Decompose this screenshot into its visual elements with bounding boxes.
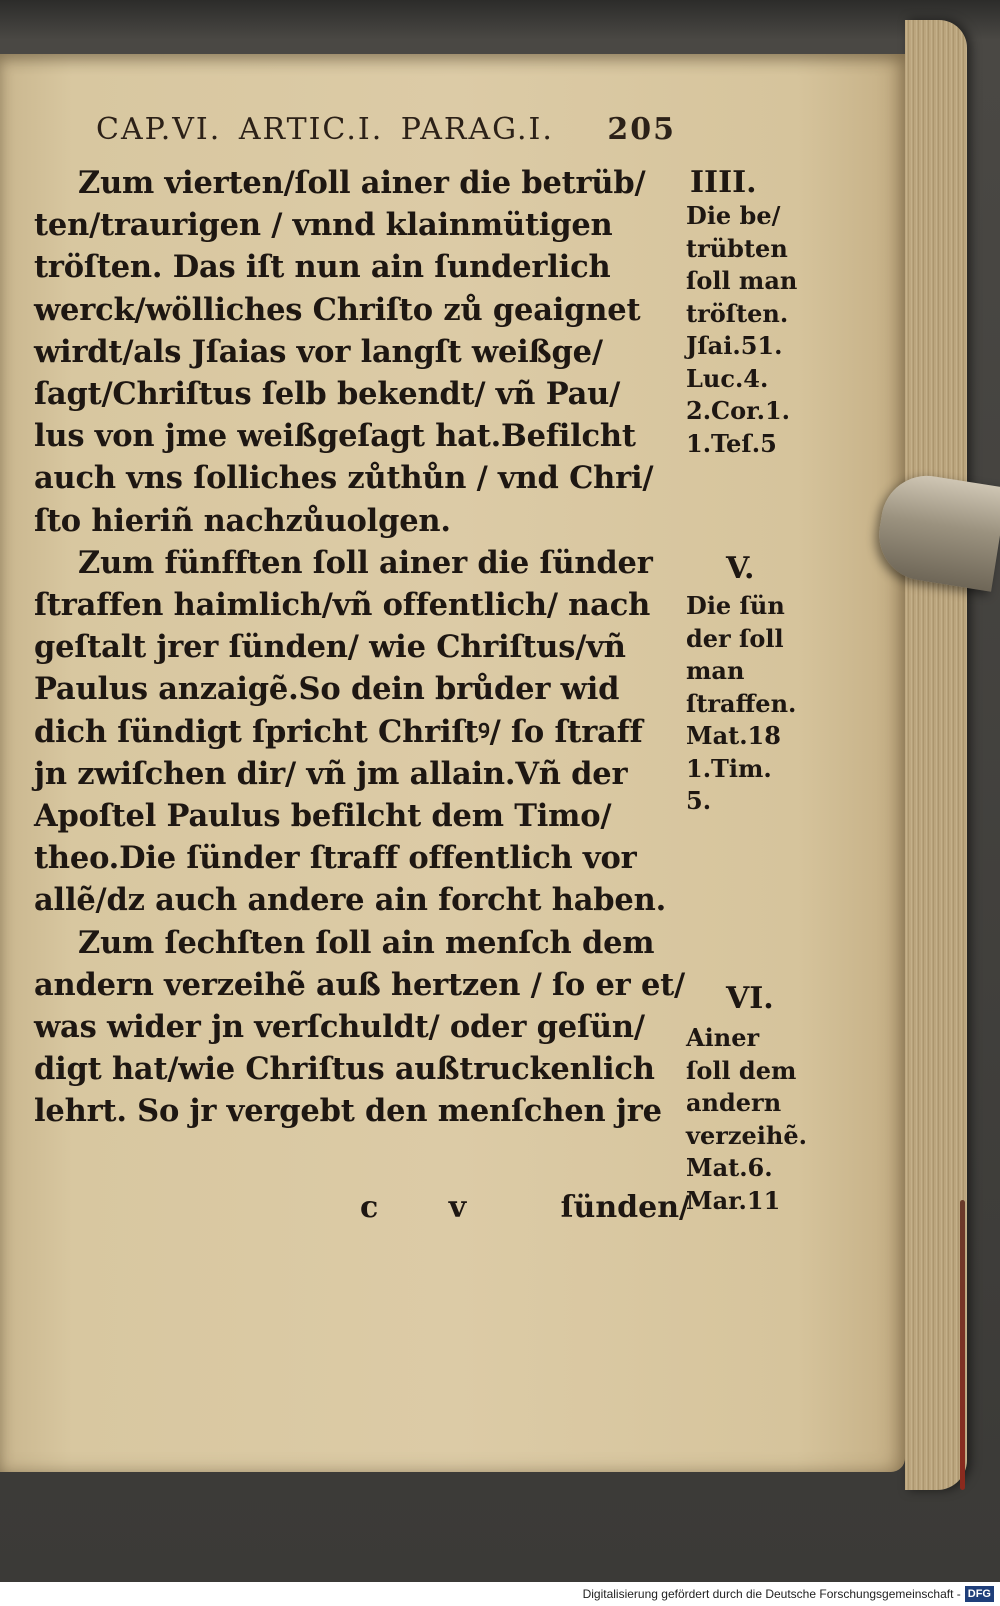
marginal-number: IIII. [690, 165, 757, 200]
text-line: digt hat/wie Chriſtus außtruckenlich [34, 1051, 655, 1088]
marginal-line: Ainer [686, 1023, 760, 1052]
page-edge-tint [960, 1200, 965, 1490]
marginal-line: Mat.18 [686, 721, 781, 750]
text-line: wirdt/als Jſaias vor langſt weißge/ [34, 333, 603, 370]
text-line: Apoſtel Paulus befilcht dem Timo/ [34, 798, 612, 835]
marginal-line: Mar.11 [686, 1185, 781, 1215]
paragraph-6 [34, 922, 685, 1133]
digitization-footer [0, 1582, 1000, 1606]
marginal-line: verzeihẽ. [686, 1120, 807, 1150]
marginal-line: Die be/ [686, 201, 781, 230]
marginal-line: 2.Cor.1. [686, 396, 791, 425]
text-line: ſagt/Chriſtus ſelb bekendt/ vñ Pau/ [34, 376, 621, 413]
marginal-line: 1.Tim. [686, 753, 772, 783]
marginal-note-6 [722, 982, 852, 1016]
text-line: andern verzeihẽ auß hertzen / ſo er et/ [34, 966, 685, 1003]
marginal-line: trübten [686, 233, 788, 263]
text-line: lus von jme weißgeſagt hat.Befilcht [34, 418, 636, 455]
dfg-logo: DFG [965, 1586, 994, 1602]
marginal-note-4 [686, 166, 816, 460]
marginal-line: der ſoll [686, 623, 784, 653]
text-line: Zum fünfften ſoll ainer die ſünder [78, 544, 653, 581]
text-line: allẽ/dz auch andere ain forcht haben. [34, 882, 666, 919]
paragraph-4 [34, 162, 682, 542]
text-line: jn zwiſchen dir/ vñ jm allain.Vñ der [34, 755, 628, 792]
page-edges [905, 20, 967, 1490]
text-line: dich ſündigt ſpricht Chriſtꝰ/ ſo ſtraff [34, 713, 643, 750]
marginal-line: ſoll dem [686, 1055, 797, 1085]
marginal-line: Jſai.51. [686, 331, 783, 360]
text-line: auch vns ſolliches zůthůn / vnd Chri/ [34, 460, 654, 497]
text-line: werck/wölliches Chriſto zů geaignet [34, 291, 641, 328]
text-line: ſto hieriñ nachzůuolgen. [34, 502, 451, 539]
marginal-line: ſoll man [686, 266, 798, 295]
signature-mark: c v [360, 1190, 497, 1225]
catchline [360, 1190, 690, 1225]
paragraph-5 [34, 542, 682, 922]
text-line: ſtraffen haimlich/vñ offentlich/ nach [34, 587, 651, 624]
marginal-line: tröſten. [686, 298, 789, 328]
marginal-line: 5. [686, 786, 712, 815]
footer-credit: Digitalisierung gefördert durch die Deutsche Forschungsgemeinschaft - [582, 1587, 961, 1601]
text-line: was wider jn verſchuldt/ oder geſün/ [34, 1009, 645, 1046]
text-line: Paulus anzaigẽ.So dein brůder wid [34, 671, 620, 708]
marginal-line: Mat.6. [686, 1153, 773, 1182]
marginal-note-5 [722, 552, 852, 586]
text-line: tröſten. Das iſt nun ain ſunderlich [34, 249, 611, 286]
marginal-line: Luc.4. [686, 363, 769, 393]
marginal-note-5-text [686, 590, 816, 818]
text-line: Zum vierten/ſoll ainer die betrüb/ [78, 165, 646, 201]
main-text [34, 162, 685, 1133]
marginal-line: man [686, 656, 745, 685]
marginal-line: Die ſün [686, 591, 785, 620]
running-title: CAP.VI. ARTIC.I. PARAG.I. [96, 112, 554, 147]
running-header [96, 112, 676, 147]
text-line: lehrt. So jr vergebt den menſchen jre [34, 1093, 662, 1130]
text-line: geſtalt jrer ſünden/ wie Chriſtus/vñ [34, 629, 626, 666]
marginal-note-6-text [686, 1022, 816, 1217]
text-line: ten/traurigen / vnnd klainmütigen [34, 207, 613, 244]
marginal-number: V. [726, 551, 755, 586]
marginal-number: VI. [726, 981, 774, 1016]
catchword: ſünden/ [560, 1190, 690, 1225]
text-line: Zum ſechſten ſoll ain menſch dem [78, 924, 655, 961]
marginal-line: andern [686, 1088, 782, 1117]
marginal-line: 1.Teſ.5 [686, 428, 777, 458]
marginal-line: ſtraffen. [686, 688, 797, 718]
text-line: theo.Die ſünder ſtraff offentlich vor [34, 840, 637, 877]
page-number: 205 [607, 112, 676, 147]
